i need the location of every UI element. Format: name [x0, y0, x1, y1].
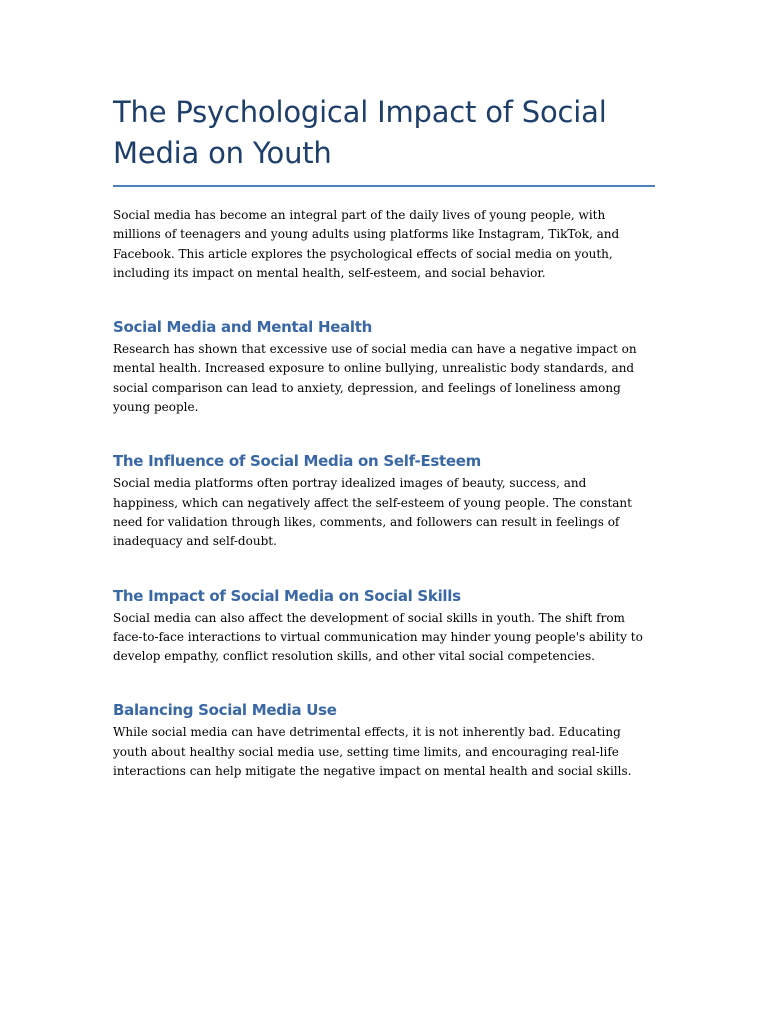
section-paragraph: Research has shown that excessive use of social media can have a negative impact on mental health. Increased exposure to online bullying, unrealistic body standards, and social comparison can lead to anxiety, depression, and feelings of loneliness among young people.	[113, 342, 637, 415]
title-underline-rule	[113, 185, 655, 187]
page-title: The Psychological Impact of Social Media on Youth	[113, 95, 607, 170]
section-heading: Balancing Social Media Use	[113, 701, 337, 720]
section-heading: The Influence of Social Media on Self-Esteem	[113, 452, 481, 471]
section-paragraph: Social media can also affect the development of social skills in youth. The shift from face-to-face interactions to virtual communication may hinder young people's ability to develop empathy, conflict resolution skills, and other vital social competencies.	[113, 610, 643, 664]
section-heading: The Impact of Social Media on Social Skills	[113, 586, 461, 605]
section-heading: Social Media and Mental Health	[113, 318, 372, 337]
section-balancing-use	[113, 700, 655, 781]
section-paragraph: Social media platforms often portray idealized images of beauty, success, and happiness, which can negatively affect the self-esteem of young people. The constant need for validation through likes, comments, and followers can result in feelings of inadequacy and self-doubt.	[113, 476, 632, 549]
section-self-esteem	[113, 451, 655, 551]
document-content	[113, 92, 655, 781]
section-social-skills	[113, 586, 655, 667]
section-mental-health	[113, 317, 655, 417]
intro-paragraph: Social media has become an integral part of the daily lives of young people, with millions of teenagers and young adults using platforms like Instagram, TikTok, and Facebook. This article explores the psychological effects of social media on youth, including its impact on mental health, self-esteem, and social behavior.	[113, 208, 620, 280]
section-paragraph: While social media can have detrimental effects, it is not inherently bad. Educating youth about healthy social media use, setting time limits, and encouraging real-life interactions can help mitigate the negative impact on mental health and social skills.	[113, 725, 632, 779]
